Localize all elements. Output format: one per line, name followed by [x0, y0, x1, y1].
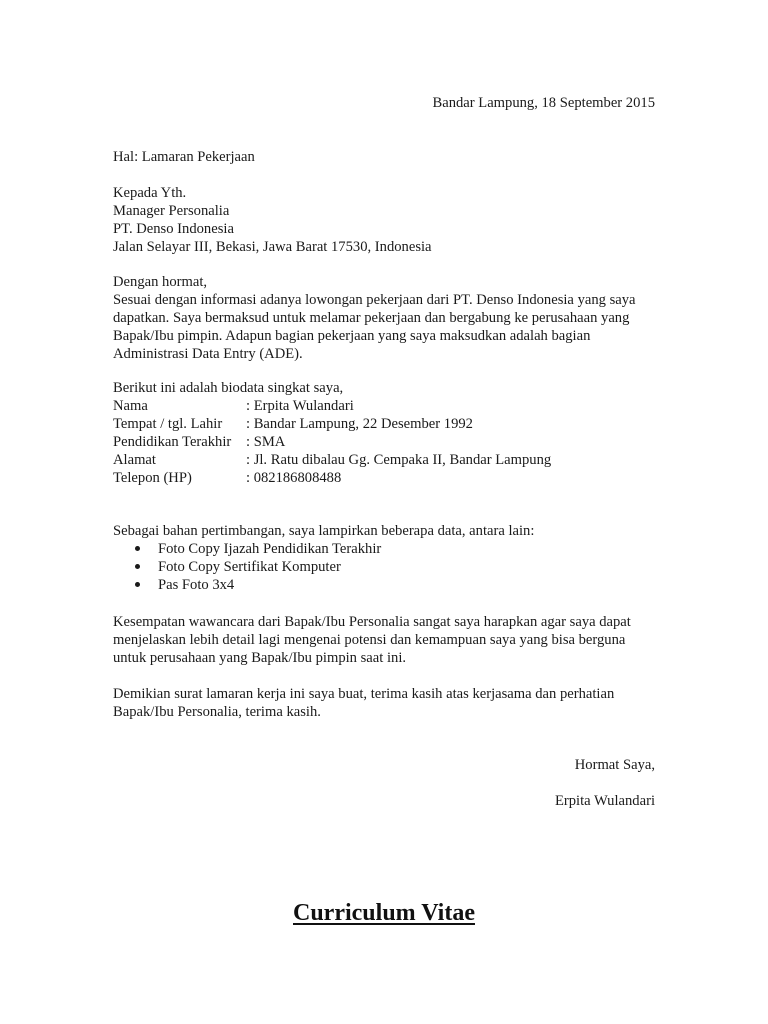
biodata-row	[113, 433, 551, 451]
biodata-value: : 082186808488	[246, 470, 342, 486]
letter-date: Bandar Lampung, 18 September 2015	[432, 95, 655, 111]
list-item	[113, 576, 381, 594]
recipient-block	[113, 184, 658, 256]
cv-title: Curriculum Vitae	[293, 900, 475, 926]
interview-line: untuk perusahaan yang Bapak/Ibu pimpin saat ini.	[113, 650, 407, 666]
biodata-row	[113, 397, 551, 415]
sign-off: Hormat Saya,	[574, 757, 655, 773]
recipient-title: Manager Personalia	[113, 203, 230, 219]
interview-line: Kesempatan wawancara dari Bapak/Ibu Personalia sangat saya harapkan agar saya dapat	[113, 614, 631, 630]
biodata-row	[113, 469, 551, 487]
closing-line: Demikian surat lamaran kerja ini saya buat, terima kasih atas kerjasama dan perhatian	[113, 686, 615, 702]
intro-line: Administrasi Data Entry (ADE).	[113, 346, 303, 362]
list-item	[113, 540, 381, 558]
intro-paragraph	[113, 273, 658, 363]
closing-paragraph	[113, 685, 658, 721]
biodata-value: : Bandar Lampung, 22 Desember 1992	[246, 416, 473, 432]
recipient-greeting: Kepada Yth.	[113, 185, 187, 201]
intro-line: dapatkan. Saya bermaksud untuk melamar pekerjaan dan bergabung ke perusahaan yang	[113, 310, 630, 326]
biodata-label: Pendidikan Terakhir	[113, 434, 232, 450]
attachment-label: Pas Foto 3x4	[158, 577, 235, 593]
interview-paragraph	[113, 613, 658, 667]
recipient-company: PT. Denso Indonesia	[113, 221, 234, 237]
bullet-icon	[135, 564, 140, 569]
biodata-value: : SMA	[246, 434, 286, 450]
signature-name: Erpita Wulandari	[554, 793, 655, 809]
list-item	[113, 558, 381, 576]
intro-line: Bapak/Ibu pimpin. Adapun bagian pekerjaan yang saya maksudkan adalah bagian	[113, 328, 591, 344]
attachments-list	[113, 540, 381, 594]
bullet-icon	[135, 546, 140, 551]
biodata-label: Tempat / tgl. Lahir	[113, 416, 223, 432]
attachments-intro: Sebagai bahan pertimbangan, saya lampirkan beberapa data, antara lain:	[113, 523, 535, 539]
attachment-label: Foto Copy Sertifikat Komputer	[158, 559, 341, 575]
biodata-label: Telepon (HP)	[113, 470, 192, 486]
biodata-value: : Jl. Ratu dibalau Gg. Cempaka II, Bandar Lampung	[246, 452, 552, 468]
attachment-label: Foto Copy Ijazah Pendidikan Terakhir	[158, 541, 382, 557]
intro-line: Sesuai dengan informasi adanya lowongan pekerjaan dari PT. Denso Indonesia yang saya	[113, 292, 636, 308]
biodata-row	[113, 451, 551, 469]
closing-line: Bapak/Ibu Personalia, terima kasih.	[113, 704, 321, 720]
biodata-intro: Berikut ini adalah biodata singkat saya,	[113, 380, 344, 396]
biodata-table	[113, 397, 551, 487]
salutation: Dengan hormat,	[113, 274, 208, 290]
biodata-label: Nama	[113, 398, 148, 414]
biodata-row	[113, 415, 551, 433]
recipient-address: Jalan Selayar III, Bekasi, Jawa Barat 17530, Indonesia	[113, 239, 432, 255]
biodata-label: Alamat	[113, 452, 156, 468]
letter-subject: Hal: Lamaran Pekerjaan	[113, 149, 255, 165]
bullet-icon	[135, 582, 140, 587]
biodata-value: : Erpita Wulandari	[246, 398, 354, 414]
interview-line: menjelaskan lebih detail lagi mengenai potensi dan kemampuan saya yang bisa berguna	[113, 632, 626, 648]
